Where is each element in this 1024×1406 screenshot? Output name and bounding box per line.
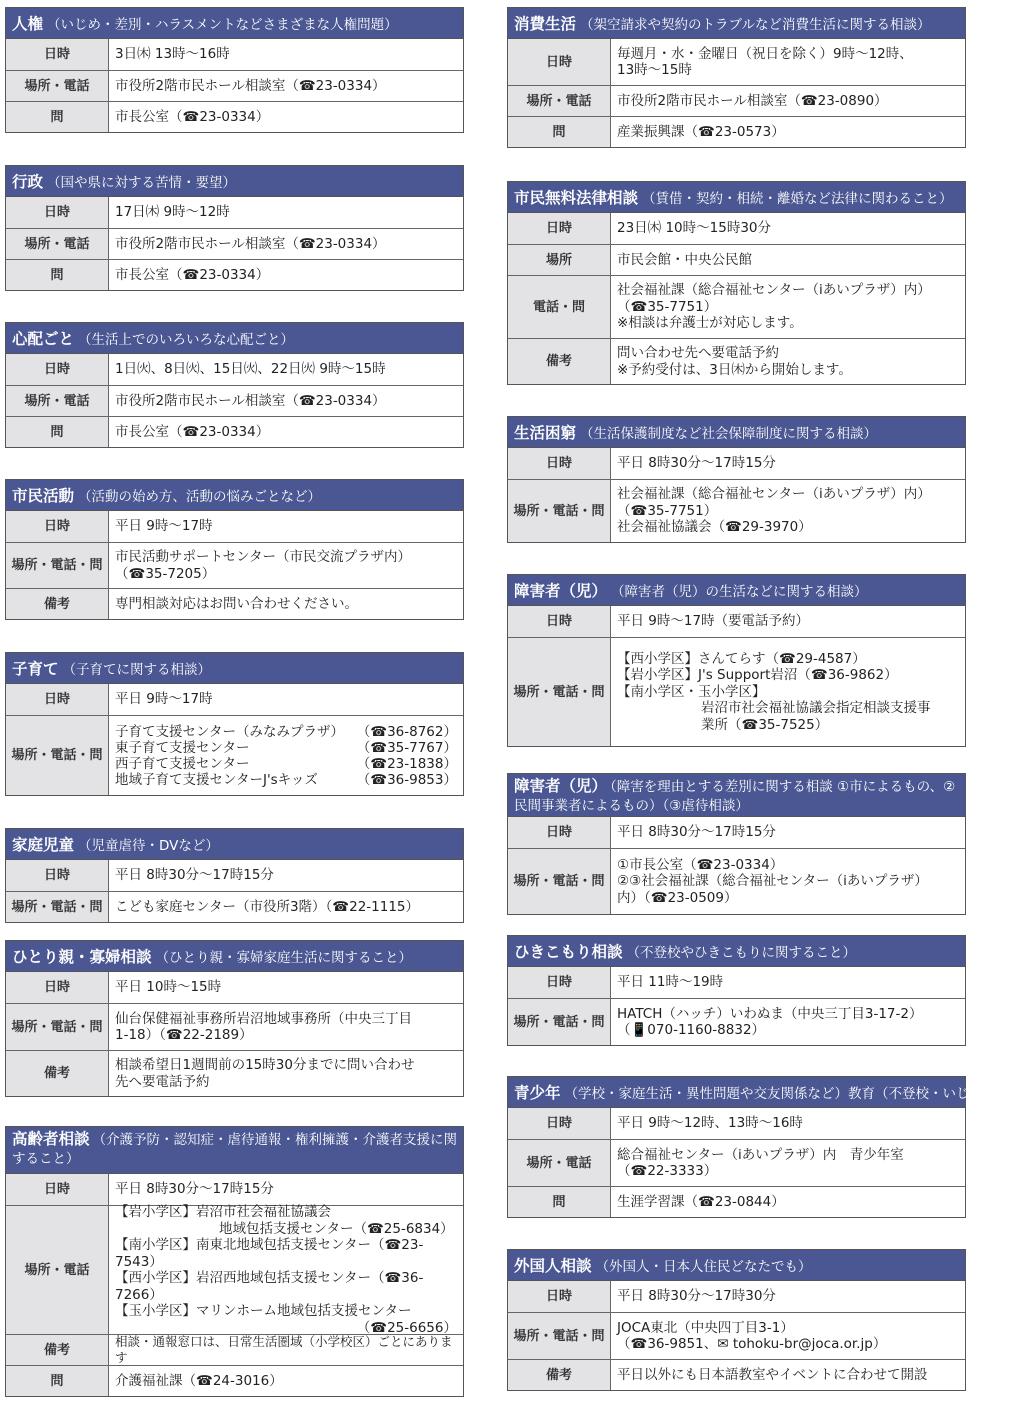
value-line: ①市長公室（☎23-0334）: [617, 856, 784, 873]
consultation-section: [507, 416, 966, 543]
value-line: 【玉小学区】マリンホーム地域包括支援センター: [115, 1303, 412, 1319]
row-value: [109, 354, 463, 385]
section-title: [6, 8, 463, 39]
row-label: 日時: [508, 817, 611, 848]
row-value: [109, 39, 463, 70]
section-title: [508, 417, 965, 448]
row-label: 問: [6, 260, 109, 290]
contact-phone: （☎35-7767）: [356, 739, 457, 756]
consultation-section: [5, 479, 464, 620]
value-line: （☎35-7751）: [617, 298, 718, 315]
section-note: （介護予防・認知症・虐待通報・権利擁護・介護者支援に関すること）: [12, 1132, 458, 1167]
section-name: ひとり親・寡婦相談: [12, 948, 152, 966]
row-value: [109, 1174, 463, 1205]
consultation-section: [5, 7, 464, 133]
row-label: 場所: [508, 245, 611, 275]
row-value: [109, 417, 463, 447]
value-line: 平日以外にも日本語教室やイベントに合わせて開設: [617, 1366, 928, 1383]
info-row: [6, 684, 463, 715]
row-label: 場所・電話: [508, 86, 611, 116]
row-label: 日時: [6, 511, 109, 542]
info-row: [6, 259, 463, 290]
value-line: 市役所2階市民ホール相談室（☎23-0334）: [115, 77, 386, 94]
row-value: [109, 1335, 463, 1365]
value-line: 13時〜15時: [617, 62, 692, 78]
info-row: [6, 101, 463, 132]
section-name: 家庭児童: [12, 836, 75, 854]
row-value: [611, 1108, 965, 1139]
value-line: 市役所2階市民ホール相談室（☎23-0890）: [617, 92, 888, 109]
row-label: 日時: [6, 684, 109, 715]
row-value: [611, 39, 965, 85]
consultation-section: [5, 940, 464, 1097]
section-title: [508, 575, 965, 606]
info-row: [6, 588, 463, 619]
info-row: [508, 1186, 965, 1217]
value-line: 市役所2階市民ホール相談室（☎23-0334）: [115, 235, 386, 252]
section-name: 行政: [12, 173, 44, 191]
info-row: [508, 1312, 965, 1359]
contact-phone: （☎36-9853）: [356, 771, 457, 788]
row-value: [109, 1004, 463, 1050]
value-line: 平日 8時30分〜17時15分: [617, 455, 776, 472]
row-label: 日時: [508, 606, 611, 637]
contact-name: 東子育て支援センター: [115, 739, 250, 756]
value-line: 市長公室（☎23-0334）: [115, 266, 270, 283]
section-note: （ひとり親・寡婦家庭生活に関すること）: [155, 950, 413, 966]
row-value: [109, 386, 463, 416]
value-line: 【南小学区・玉小学区】: [617, 683, 766, 700]
info-row: [508, 998, 965, 1045]
section-name: 消費生活: [514, 15, 577, 33]
row-value: [611, 448, 965, 479]
section-name: 障害者（児）: [514, 582, 608, 600]
value-line: 市役所2階市民ホール相談室（☎23-0334）: [115, 392, 386, 409]
info-row: [6, 715, 463, 795]
consultation-section: [507, 574, 966, 747]
row-label: 備考: [6, 1335, 109, 1365]
row-label: 備考: [6, 589, 109, 619]
info-row: [508, 1139, 965, 1186]
section-note: （国や県に対する苦情・要望）: [47, 175, 237, 191]
value-line: 平日 9時〜17時（要電話予約）: [617, 613, 810, 630]
value-line: こども家庭センター（市役所3階）（☎22-1115）: [115, 898, 420, 915]
contact-name: 子育て支援センター（みなみプラザ）: [115, 723, 344, 740]
row-label: 場所・電話・問: [508, 999, 611, 1045]
value-line: 平日 8時30分〜17時15分: [115, 867, 274, 884]
info-row: [6, 416, 463, 447]
section-title: [6, 941, 463, 972]
section-note: （外国人・日本人住民どなたでも）: [595, 1259, 812, 1275]
value-line: 介護福祉課（☎24-3016）: [115, 1372, 283, 1389]
info-row: [508, 1281, 965, 1312]
row-label: 日時: [508, 448, 611, 479]
info-row: [508, 967, 965, 998]
info-row: [6, 972, 463, 1003]
value-line: 23日㈭ 10時〜15時30分: [617, 220, 772, 237]
section-note: （生活保護制度など社会保障制度に関する相談）: [580, 426, 878, 442]
row-value: [611, 276, 965, 338]
row-value: [109, 1051, 463, 1096]
section-name: 高齢者相談: [12, 1130, 90, 1148]
consultation-section: [5, 165, 464, 291]
consultation-section: [5, 828, 464, 923]
value-line: HATCH（ハッチ）いわぬま（中央三丁目3-17-2）: [617, 1005, 923, 1022]
value-line: 3日㈭ 13時〜16時: [115, 46, 230, 63]
value-line: 平日 10時〜15時: [115, 979, 222, 996]
row-label: 日時: [508, 1108, 611, 1139]
value-line: 市民活動サポートセンター（市民交流プラザ内）: [115, 549, 412, 565]
info-row: [508, 213, 965, 244]
consultation-section: [507, 773, 966, 915]
row-label: 問: [6, 102, 109, 132]
info-row: [6, 1334, 463, 1365]
value-line: 平日 11時〜19時: [617, 974, 724, 991]
info-row: [508, 637, 965, 746]
section-note: （児童虐待・DVなど）: [78, 838, 219, 854]
row-label: 日時: [508, 1281, 611, 1312]
info-row: [6, 542, 463, 588]
info-row: [508, 244, 965, 275]
row-label: 場所・電話: [508, 1140, 611, 1186]
row-value: [611, 638, 965, 746]
row-label: 備考: [508, 339, 611, 384]
row-value: [109, 71, 463, 101]
row-label: 場所・電話: [6, 1206, 109, 1334]
row-label: 日時: [6, 1174, 109, 1205]
info-row: [6, 228, 463, 259]
info-row: [508, 448, 965, 479]
info-row: [6, 860, 463, 891]
value-line: 【岩小学区】岩沼市社会福祉協議会: [115, 1204, 331, 1220]
row-value: [109, 260, 463, 290]
section-note: （不登校やひきこもりに関すること）: [626, 945, 857, 961]
info-row: [6, 1003, 463, 1050]
row-label: 場所・電話・問: [508, 849, 611, 914]
section-name: 青少年: [514, 1084, 561, 1102]
row-value: [109, 197, 463, 228]
row-label: 場所・電話: [6, 71, 109, 101]
section-note: （学校・家庭生活・異性問題や交友関係など）教育（不登校・いじめなど）: [564, 1086, 1024, 1102]
section-title: [508, 774, 965, 817]
row-label: 日時: [6, 197, 109, 228]
row-value: [109, 102, 463, 132]
info-row: [508, 39, 965, 85]
info-row: [508, 848, 965, 914]
row-value: [611, 967, 965, 998]
info-row: [508, 479, 965, 542]
row-label: 日時: [508, 213, 611, 244]
row-value: [611, 86, 965, 116]
row-label: 日時: [6, 39, 109, 70]
row-label: 場所・電話・問: [6, 892, 109, 922]
row-label: 日時: [508, 967, 611, 998]
info-row: [6, 511, 463, 542]
row-value: [109, 860, 463, 891]
info-row: [508, 606, 965, 637]
consultation-section: [507, 181, 966, 385]
section-note: （子育てに関する相談）: [62, 662, 212, 678]
contact-line: [115, 772, 457, 788]
value-line: 仙台保健福祉事務所岩沼地域事務所（中央三丁目: [115, 1010, 412, 1027]
info-row: [6, 39, 463, 70]
row-value: [611, 606, 965, 637]
section-name: 外国人相談: [514, 1257, 592, 1275]
row-value: [109, 589, 463, 619]
row-value: [611, 117, 965, 147]
value-line: （☎22-3333）: [617, 1163, 718, 1179]
section-note: （障害を理由とする差別に関する相談 ①市によるもの、②民間事業者によるもの）（③虐待相談）: [514, 779, 956, 814]
row-value: [611, 999, 965, 1045]
contact-phone: （☎36-8762）: [356, 723, 457, 740]
row-value: [109, 892, 463, 922]
value-line: 地域包括支援センター（☎25-6834）: [219, 1220, 454, 1237]
row-value: [611, 817, 965, 848]
row-label: 日時: [6, 972, 109, 1003]
row-value: [109, 972, 463, 1003]
section-title: [6, 323, 463, 354]
value-line: ※相談は弁護士が対応します。: [617, 315, 803, 332]
value-line: ②③社会福祉課（総合福祉センター（iあいプラザ）: [617, 873, 928, 890]
section-title: [508, 1250, 965, 1281]
section-name: 心配ごと: [12, 330, 75, 348]
row-value: [109, 511, 463, 542]
row-label: 問: [508, 1187, 611, 1217]
value-line: 先へ要電話予約: [115, 1073, 210, 1090]
info-row: [508, 817, 965, 848]
value-line: 17日㈭ 9時〜12時: [115, 204, 230, 221]
row-label: 問: [6, 417, 109, 447]
value-line: 市長公室（☎23-0334）: [115, 423, 270, 440]
section-name: 市民無料法律相談: [514, 189, 639, 207]
contact-line: [115, 740, 457, 756]
contact-line: [115, 724, 457, 740]
value-line: 1日㈫、8日㈫、15日㈫、22日㈫ 9時〜15時: [115, 361, 386, 378]
consultation-section: [507, 1249, 966, 1391]
value-line: 平日 8時30分〜17時30分: [617, 1288, 776, 1305]
value-line: 【岩小学区】J's Support岩沼（☎36-9862）: [617, 667, 898, 684]
section-name: 障害者（児）: [514, 777, 608, 795]
value-line: 毎週月・水・金曜日（祝日を除く）9時〜12時、: [617, 45, 913, 62]
info-row: [6, 1365, 463, 1396]
row-value: [611, 480, 965, 542]
section-title: [6, 1127, 463, 1174]
info-row: [508, 1108, 965, 1139]
value-line: （☎35-7751）: [617, 502, 718, 519]
value-line: （☎36-9851、✉ tohoku-br@joca.or.jp）: [617, 1336, 887, 1352]
row-label: 場所・電話: [6, 229, 109, 259]
info-row: [6, 1174, 463, 1205]
value-line: 相談希望日1週間前の15時30分までに問い合わせ: [115, 1057, 415, 1073]
contact-phone: （☎23-1838）: [356, 755, 457, 772]
section-name: 生活困窮: [514, 424, 577, 442]
section-note: （活動の始め方、活動の悩みごとなど）: [78, 489, 322, 505]
value-line: 【南小学区】南東北地域包括支援センター（☎23-7543）: [115, 1237, 424, 1270]
value-line: （☎25-6656）: [356, 1319, 457, 1336]
value-line: 平日 9時〜17時: [115, 518, 213, 535]
value-line: JOCA東北（中央四丁目3-1）: [617, 1319, 794, 1336]
section-name: 市民活動: [12, 487, 75, 505]
row-label: 場所・電話・問: [508, 480, 611, 542]
value-line: 産業振興課（☎23-0573）: [617, 123, 785, 140]
section-note: （生活上でのいろいろな心配ごと）: [78, 332, 295, 348]
section-name: ひきこもり相談: [514, 943, 623, 961]
value-line: 平日 8時30分〜17時15分: [617, 824, 776, 841]
section-title: [6, 480, 463, 511]
row-label: 問: [6, 1366, 109, 1396]
value-line: （☎35-7205）: [115, 565, 216, 582]
section-title: [508, 1077, 1024, 1108]
consultation-section: [507, 1076, 1024, 1218]
section-note: （架空請求や契約のトラブルなど消費生活に関する相談）: [580, 17, 931, 33]
row-value: [611, 245, 965, 275]
section-note: （いじめ・差別・ハラスメントなどさまざまな人権問題）: [47, 17, 398, 33]
row-label: 電話・問: [508, 276, 611, 338]
value-line: 社会福祉協議会（☎29-3970）: [617, 519, 812, 536]
value-line: 内）（☎23-0509）: [617, 889, 738, 906]
value-line: 岩沼市社会福祉協議会指定相談支援事: [701, 700, 931, 717]
info-row: [6, 197, 463, 228]
contact-name: 西子育て支援センター: [115, 755, 250, 772]
row-label: 場所・電話・問: [6, 716, 109, 795]
section-title: [6, 829, 463, 860]
row-value: [109, 1206, 463, 1334]
row-label: 備考: [508, 1360, 611, 1390]
section-name: 子育て: [12, 660, 59, 678]
row-value: [611, 1281, 965, 1312]
row-value: [611, 1187, 965, 1217]
consultation-section: [5, 652, 464, 796]
value-line: 問い合わせ先へ要電話予約: [617, 345, 779, 361]
row-label: 問: [508, 117, 611, 147]
section-title: [508, 936, 965, 967]
section-title: [6, 166, 463, 197]
value-line: 社会福祉課（総合福祉センター（iあいプラザ）内）: [617, 282, 931, 299]
row-value: [109, 684, 463, 715]
consultation-section: [5, 322, 464, 448]
row-value: [109, 1366, 463, 1396]
row-label: 場所・電話・問: [508, 1313, 611, 1359]
contact-name: 地域子育て支援センターJ'sキッズ: [115, 771, 318, 788]
value-line: 平日 9時〜12時、13時〜16時: [617, 1115, 803, 1132]
section-name: 人権: [12, 15, 44, 33]
row-value: [611, 849, 965, 914]
row-label: 場所・電話・問: [6, 1004, 109, 1050]
info-row: [6, 385, 463, 416]
row-label: 場所・電話: [6, 386, 109, 416]
section-title: [508, 182, 965, 213]
info-row: [6, 1050, 463, 1096]
row-value: [611, 339, 965, 384]
row-label: 日時: [6, 860, 109, 891]
row-value: [109, 229, 463, 259]
value-line: 平日 9時〜17時: [115, 691, 213, 708]
contact-line: [115, 756, 457, 772]
value-line: 専門相談対応はお問い合わせください。: [115, 595, 358, 612]
value-line: 総合福祉センター（iあいプラザ）内 青少年室: [617, 1146, 904, 1163]
value-line: 平日 8時30分〜17時15分: [115, 1181, 274, 1198]
section-title: [6, 653, 463, 684]
row-label: 場所・電話・問: [508, 638, 611, 746]
value-line: 1-18）（☎22-2189）: [115, 1027, 253, 1043]
section-note: （賃借・契約・相続・離婚など法律に関わること）: [642, 191, 953, 207]
row-label: 日時: [508, 39, 611, 85]
value-line: 業所（☎35-7525）: [701, 716, 829, 733]
value-line: 生涯学習課（☎23-0844）: [617, 1193, 785, 1210]
value-line: 市長公室（☎23-0334）: [115, 108, 270, 125]
row-label: 備考: [6, 1051, 109, 1096]
info-row: [508, 85, 965, 116]
value-line: ※予約受付は、3日㈭から開始します。: [617, 361, 852, 378]
row-value: [611, 1360, 965, 1390]
info-row: [508, 338, 965, 384]
row-value: [611, 1313, 965, 1359]
row-value: [611, 213, 965, 244]
row-value: [611, 1140, 965, 1186]
section-note: （障害者（児）の生活などに関する相談）: [611, 584, 868, 600]
value-line: 社会福祉課（総合福祉センター（iあいプラザ）内）: [617, 486, 931, 503]
value-line: （📱070-1160-8832）: [617, 1022, 766, 1038]
consultation-section: [507, 935, 966, 1046]
row-value: [109, 716, 463, 795]
consultation-section: [507, 7, 966, 148]
info-row: [6, 354, 463, 385]
row-label: 日時: [6, 354, 109, 385]
info-row: [508, 1359, 965, 1390]
info-row: [508, 275, 965, 338]
value-line: 相談・通報窓口は、日常生活圏域（小学校区）ごとにあります: [115, 1333, 453, 1365]
info-row: [6, 891, 463, 922]
section-title: [508, 8, 965, 39]
row-value: [109, 543, 463, 588]
info-row: [6, 70, 463, 101]
row-label: 場所・電話・問: [6, 543, 109, 588]
value-line: 【西小学区】さんてらす（☎29-4587）: [617, 650, 866, 667]
info-row: [508, 116, 965, 147]
value-line: 市民会館・中央公民館: [617, 251, 752, 268]
info-row: [6, 1205, 463, 1334]
consultation-section: [5, 1126, 464, 1397]
value-line: 【西小学区】岩沼西地域包括支援センター（☎36-7266）: [115, 1270, 424, 1303]
